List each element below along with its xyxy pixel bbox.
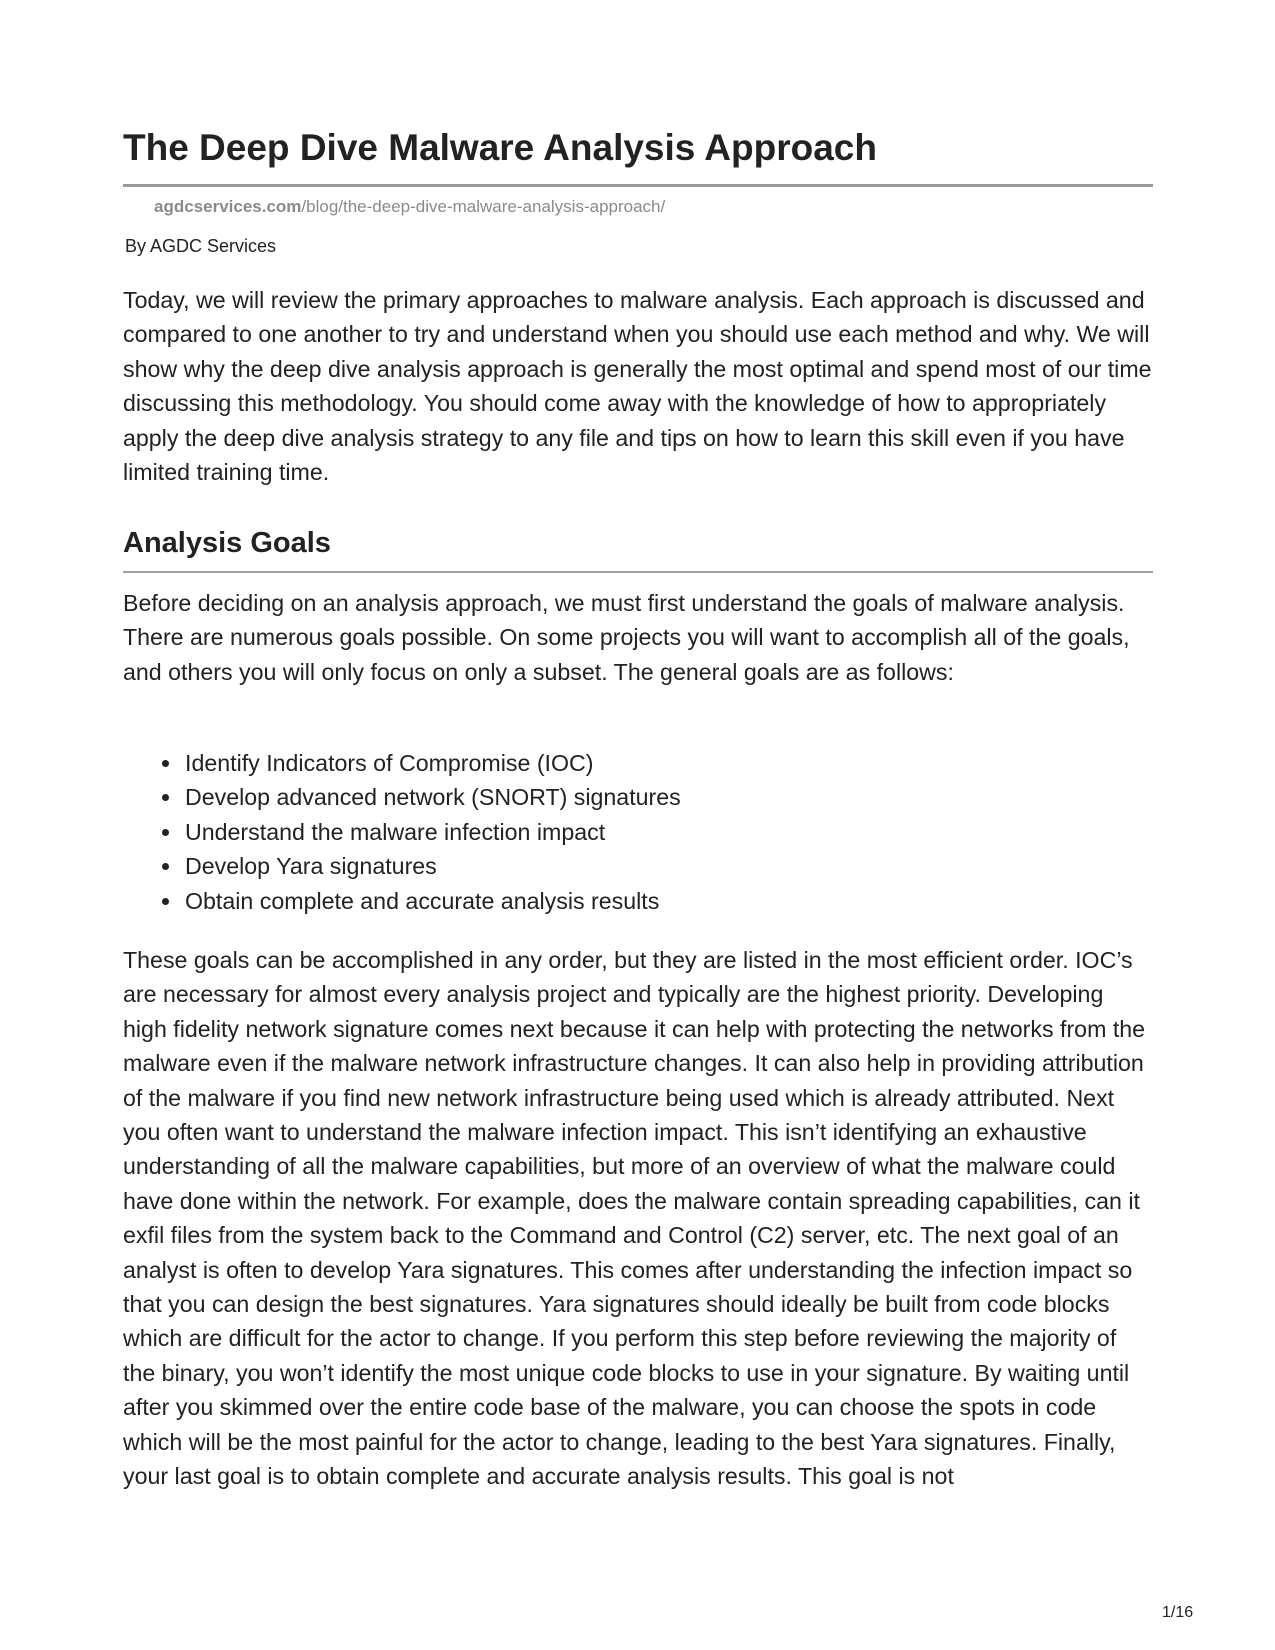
- list-item-text: Identify Indicators of Compromise (IOC): [185, 750, 594, 776]
- bullet-icon: [162, 794, 169, 801]
- list-item-text: Develop advanced network (SNORT) signatures: [185, 784, 681, 811]
- list-item-text: Understand the malware infection impact: [185, 818, 606, 845]
- section-heading-analysis-goals: Analysis Goals: [123, 527, 331, 559]
- bullet-icon: [162, 863, 169, 870]
- list-item-text: Develop Yara signatures: [185, 853, 437, 880]
- goals-list: [123, 746, 681, 918]
- bullet-icon: [162, 760, 169, 767]
- bullet-icon: [162, 829, 169, 836]
- section-divider: [123, 571, 1153, 573]
- byline: By AGDC Services: [125, 236, 277, 256]
- list-item: [185, 849, 681, 883]
- title-divider: [123, 184, 1153, 187]
- list-item: [185, 884, 681, 918]
- page-number: 1/16: [1162, 1604, 1194, 1621]
- goals-body-paragraph: These goals can be accomplished in any order, but they are listed in the most efficient order. IOC’s are necessary for almost every analysis project and typically are the highest priority. Developing high fidelity network signature comes next because it can help with protecting the networks from the malware even if the malware network infrastructure changes. It can also help in providing attribution of the malware if you find new network infrastructure being used which is already attributed. Next you often want to understand the malware infection impact. This isn’t identifying an exhaustive understanding of all the malware capabilities, but more of an overview of what the malware could have done within the network. For example, does the malware contain spreading capabilities, can it exfil files from the system back to the Command and Control (C2) server, etc. The next goal of an analyst is often to develop Yara signatures. This comes after understanding the infection impact so that you can design the best signatures. Yara signatures should ideally be built from code blocks which are difficult for the actor to change. If you perform this step before reviewing the majority of the binary, you won’t identify the most unique code blocks to use in your signature. By waiting until after you skimmed over the entire code base of the malware, you can choose the spots in code which will be the most painful for the actor to change, leading to the best Yara signatures. Finally, your last goal is to obtain complete and accurate analysis results. This goal is not: [123, 947, 1146, 1490]
- goals-intro-paragraph: Before deciding on an analysis approach, we must first understand the goals of malware analysis. There are numerous goals possible. On some projects you will want to accomplish all of the goals, and others you will only focus on only a subset. The general goals are as follows:: [123, 590, 1130, 685]
- list-item-text: Obtain complete and accurate analysis results: [185, 887, 660, 914]
- bullet-icon: [162, 898, 169, 905]
- list-item: [185, 746, 681, 780]
- list-item: [185, 780, 681, 814]
- intro-paragraph: Today, we will review the primary approaches to malware analysis. Each approach is discussed and compared to one another to try and understand when you should use each method and why. We will show why the deep dive analysis approach is generally the most optimal and spend most of our time discussing this methodology. You should come away with the knowledge of how to appropriately apply the deep dive analysis strategy to any file and tips on how to learn this skill even if you have limited training time.: [123, 287, 1152, 486]
- page-title: The Deep Dive Malware Analysis Approach: [123, 127, 877, 168]
- source-path[interactable]: /blog/the-deep-dive-malware-analysis-approach/: [301, 197, 666, 216]
- source-domain[interactable]: agdcservices.com: [154, 197, 302, 216]
- list-item: [185, 815, 681, 849]
- source-url[interactable]: [154, 197, 665, 217]
